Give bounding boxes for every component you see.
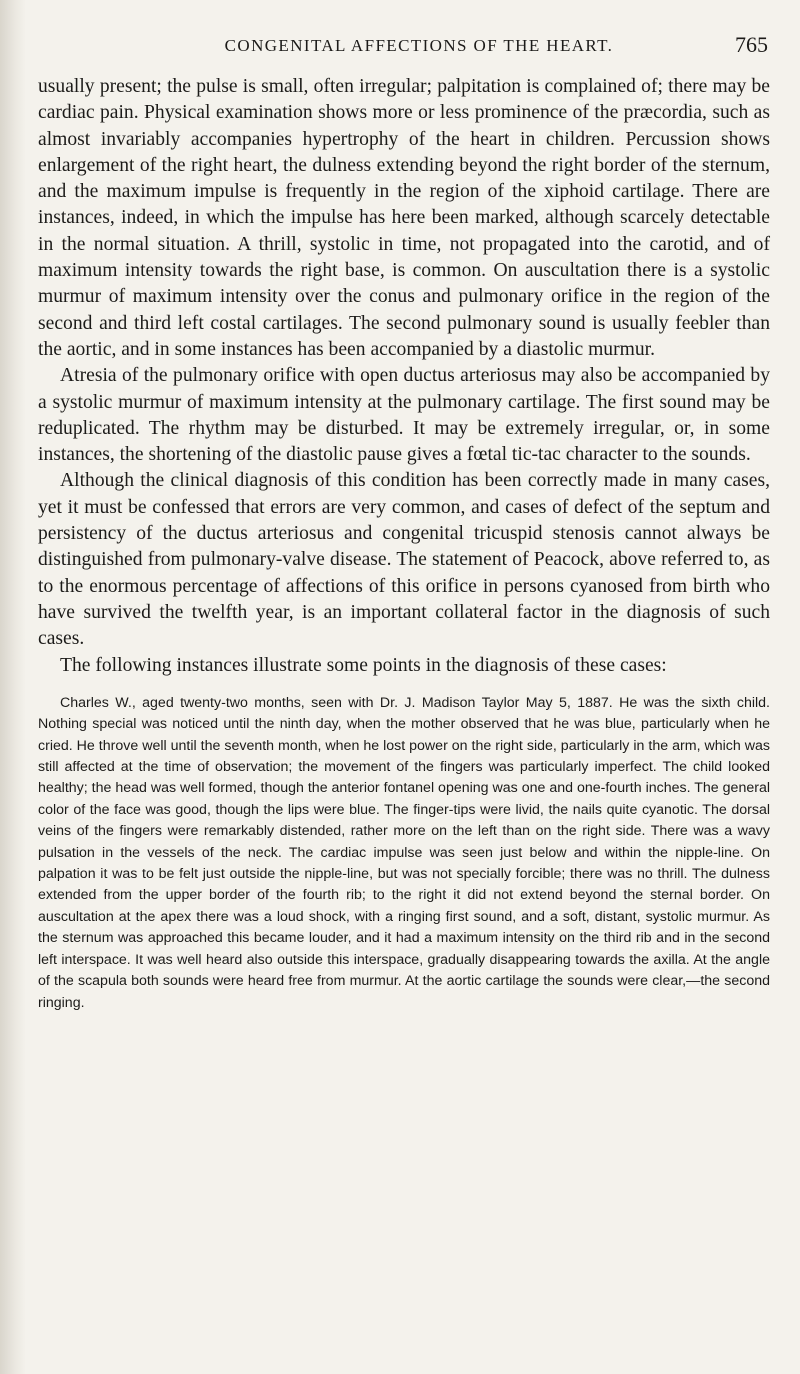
case-report: [38, 693, 770, 1014]
main-text: [38, 74, 770, 679]
case-report-text: Charles W., aged twenty-two months, seen with Dr. J. Madison Taylor May 5, 1887. He was the sixth child. Nothing special was noticed until the ninth day, when the mother observed that he was blue, particularly when he cried. He throve well until the seventh month, when he lost power on the right side, particularly in the arm, which was still affected at the time of observation; the movement of the fingers was particularly imperfect. The child looked healthy; the head was well formed, though the anterior fontanel opening was one and one-fourth inches. The general color of the face was good, though the lips were blue. The finger-tips were livid, the nails quite cyanotic. The dorsal veins of the fingers were remarkably distended, rather more on the left than on the right side. There was a wavy pulsation in the vessels of the neck. The cardiac impulse was seen just below and within the nipple-line. On palpation it was to be felt just outside the nipple-line, but was not specially forcible; there was no thrill. The dulness extended from the upper border of the fourth rib; to the right it did not extend beyond the sternal border. On auscultation at the apex there was a loud shock, with a ringing first sound, and a soft, distant, systolic murmur. As the sternum was approached this became louder, and it had a maximum intensity on the third rib and in the second left interspace. It was well heard also outside this interspace, gradually disappearing towards the axilla. At the angle of the scapula both sounds were heard free from murmur. At the aortic cartilage the sounds were clear,—the second ringing.: [38, 694, 770, 1011]
running-title: CONGENITAL AFFECTIONS OF THE HEART.: [224, 36, 614, 55]
page-gutter-shadow: [0, 0, 26, 1374]
paragraph-continued: usually present; the pulse is small, often irregular; palpitation is complained of; there may be cardiac pain. Physical examination shows more or less prominence of the præcordia, such as almost invariably accompanies hypertrophy of the heart in children. Percussion shows enlargement of the right heart, the dulness extending beyond the right border of the sternum, and the maximum impulse is frequently in the region of the xiphoid cartilage. There are instances, indeed, in which the impulse has here been marked, although scarcely detectable in the normal situation. A thrill, systolic in time, not propagated into the carotid, and of maximum intensity towards the right base, is common. On auscultation there is a systolic murmur of maximum intensity over the conus and pulmonary orifice in the region of the second and third left costal cartilages. The second pulmonary sound is usually feebler than the aortic, and in some instances has been accompanied by a diastolic murmur.: [38, 76, 770, 360]
paragraph-instances-intro: The following instances illustrate some points in the diagnosis of these cases:: [60, 654, 667, 676]
running-header: [38, 28, 770, 64]
paragraph-atresia: Atresia of the pulmonary orifice with open ductus arteriosus may also be accompanied by a systolic murmur of maximum intensity at the pulmonary cartilage. The first sound may be reduplicated. The rhythm may be disturbed. It may be extremely irregular, or, in some instances, the shortening of the diastolic pause gives a fœtal tic-tac character to the sounds.: [38, 365, 770, 466]
page-number: 765: [735, 32, 768, 57]
paragraph-diagnosis: Although the clinical diagnosis of this condition has been correctly made in many cases, yet it must be confessed that errors are very common, and cases of defect of the septum and persistency of the ductus arteriosus and congenital tricuspid stenosis cannot always be distinguished from pulmonary-valve disease. The statement of Peacock, above referred to, as to the enormous percentage of affections of this orifice in persons cyanosed from birth who have survived the twelfth year, is an important collateral factor in the diagnosis of such cases.: [38, 470, 770, 650]
